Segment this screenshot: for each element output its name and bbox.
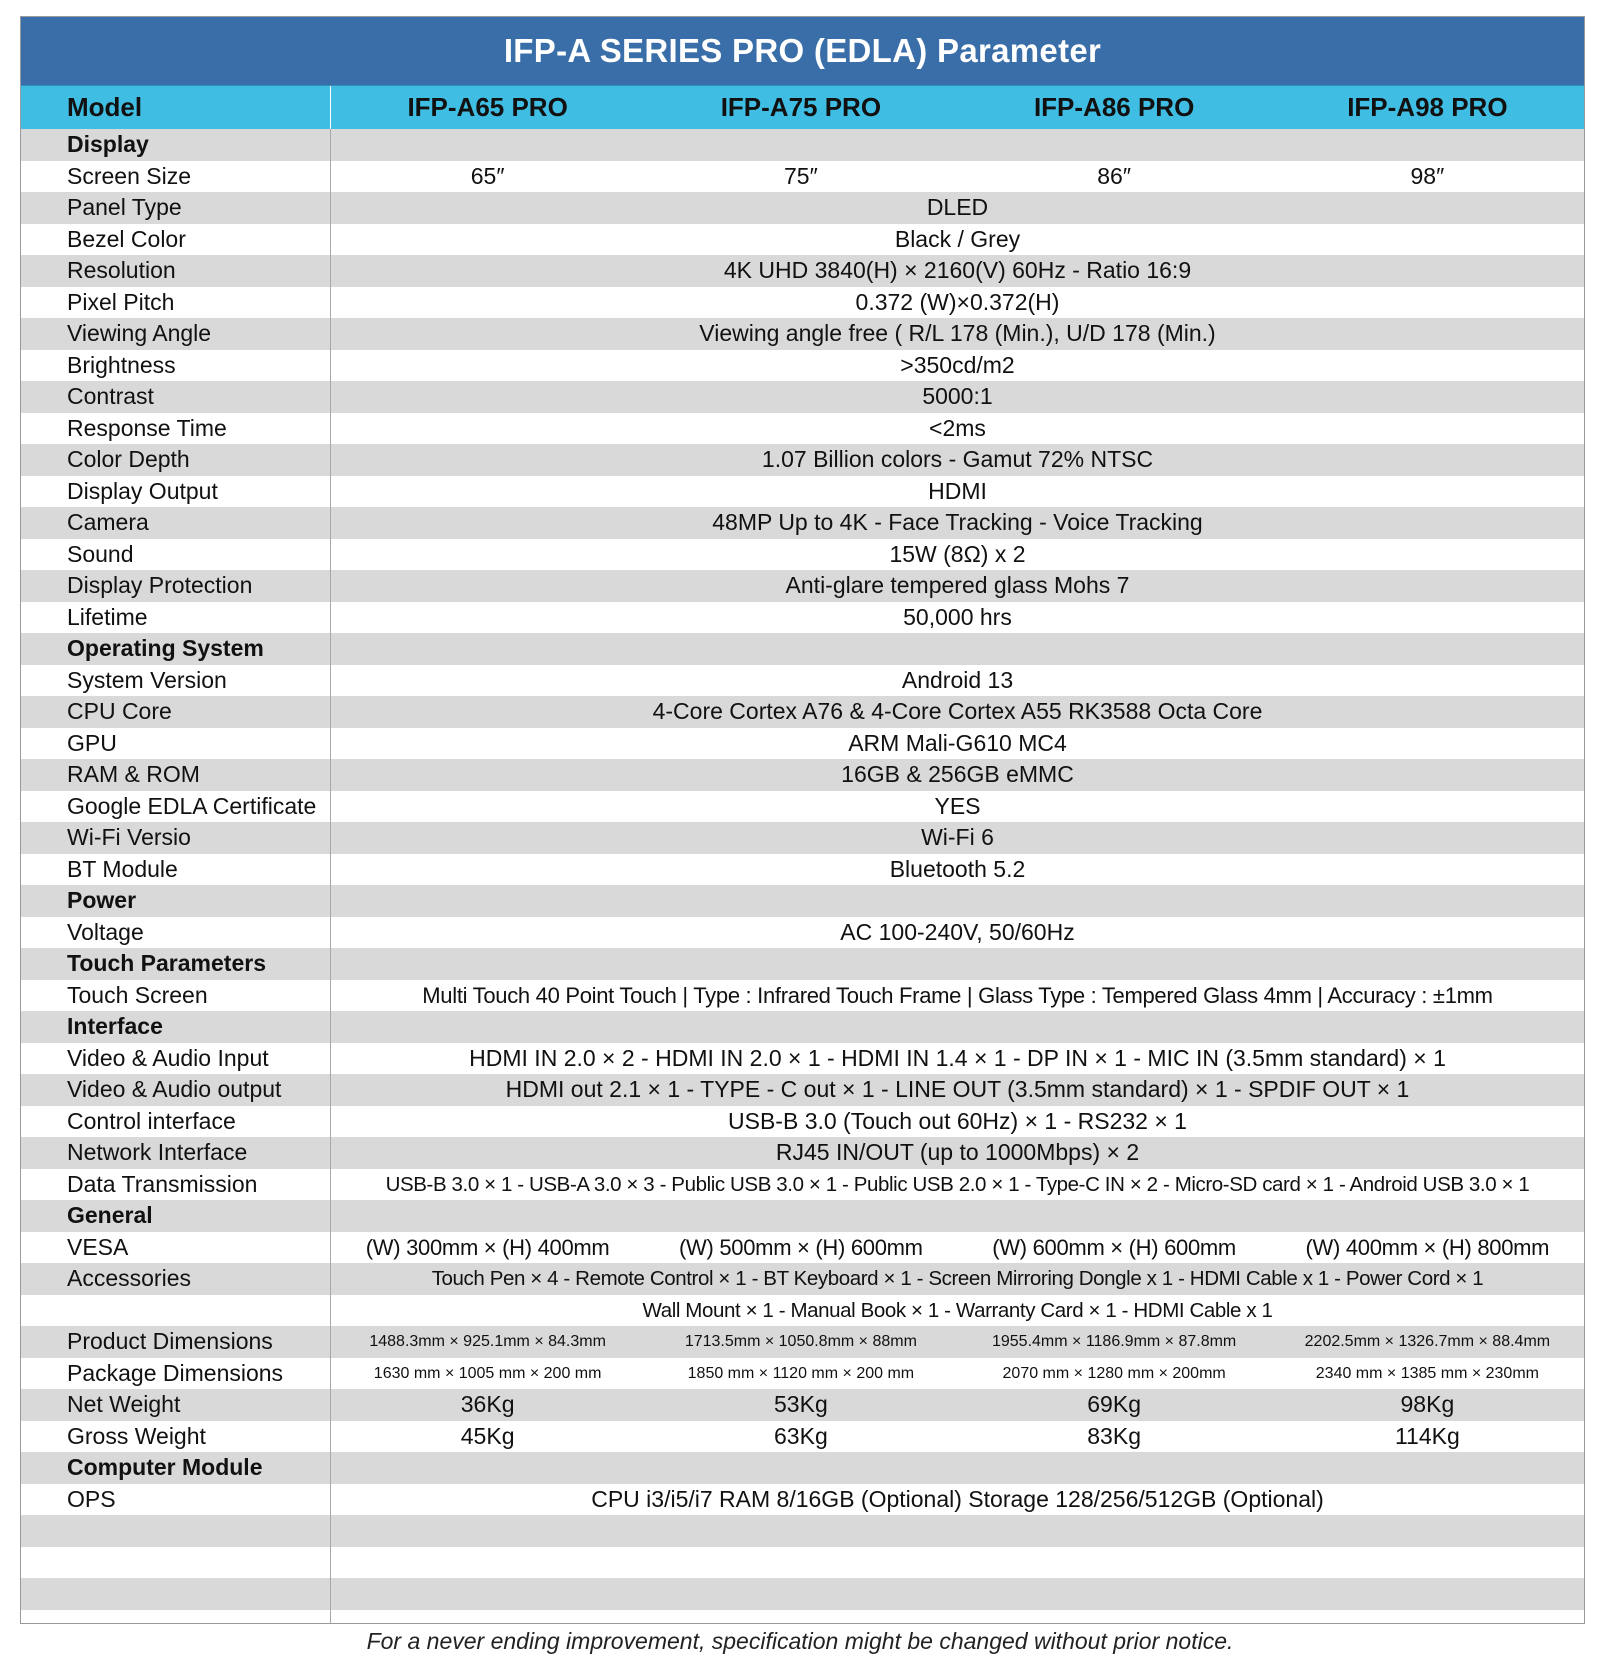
spec-row	[21, 665, 1584, 697]
section-header-row	[21, 129, 1584, 161]
spec-label	[21, 1578, 331, 1610]
spec-label: Camera	[21, 507, 331, 539]
spec-value: 1.07 Billion colors - Gamut 72% NTSC	[761, 446, 1154, 472]
spec-label: Brightness	[21, 350, 331, 382]
section-label: Operating System	[21, 633, 331, 665]
spec-row	[21, 1547, 1584, 1579]
spec-row	[21, 696, 1584, 728]
spec-row	[21, 161, 1584, 193]
spec-value-cell: (W) 500mm × (H) 600mm	[679, 1234, 923, 1260]
spec-values	[331, 1169, 1584, 1201]
spec-values	[331, 1106, 1584, 1138]
spec-value: Android 13	[901, 666, 1014, 693]
spec-row	[21, 1169, 1584, 1201]
spec-values	[331, 161, 1584, 193]
spec-row	[21, 539, 1584, 571]
spec-label: Product Dimensions	[21, 1326, 331, 1358]
spec-values	[331, 539, 1584, 571]
spec-values	[331, 1200, 1584, 1232]
spec-row	[21, 1326, 1584, 1358]
model-header-row	[21, 85, 1584, 129]
spec-value: Wi-Fi 6	[921, 824, 994, 850]
model-header-a75: IFP-A75 PRO	[720, 92, 882, 122]
spec-value: USB-B 3.0 (Touch out 60Hz) × 1 - RS232 × 1	[728, 1107, 1187, 1134]
spec-values	[331, 1421, 1584, 1453]
spec-value-cell: 2340 mm × 1385 mm × 230mm	[1315, 1364, 1539, 1382]
spec-values	[331, 1547, 1584, 1579]
spec-row	[21, 287, 1584, 319]
spec-label: Data Transmission	[21, 1169, 331, 1201]
spec-value-cell: (W) 300mm × (H) 400mm	[365, 1234, 610, 1260]
model-header-a65: IFP-A65 PRO	[407, 92, 568, 122]
section-label: Display	[21, 129, 331, 161]
spec-label	[21, 1515, 331, 1547]
spec-values	[331, 1358, 1584, 1390]
spec-values	[331, 381, 1584, 413]
spec-values	[331, 728, 1584, 760]
spec-row	[21, 318, 1584, 350]
spec-row	[21, 1389, 1584, 1421]
spec-value: 4K UHD 3840(H) × 2160(V) 60Hz - Ratio 16:9	[723, 257, 1192, 283]
spec-row	[21, 476, 1584, 508]
spec-values	[331, 1263, 1584, 1295]
spec-label	[21, 1295, 331, 1327]
spec-value: Multi Touch 40 Point Touch | Type : Infrared Touch Frame | Glass Type : Tempered Glass 4mm | Accuracy : ±1mm	[422, 982, 1493, 1008]
spec-row	[21, 413, 1584, 445]
spec-value-cell: 83Kg	[1087, 1422, 1141, 1449]
spec-value: Black / Grey	[894, 225, 1021, 252]
spec-values	[331, 791, 1584, 823]
spec-values	[331, 350, 1584, 382]
spec-row	[21, 791, 1584, 823]
spec-values	[331, 255, 1584, 287]
spec-value: 16GB & 256GB eMMC	[841, 761, 1074, 787]
spec-label: Video & Audio output	[21, 1074, 331, 1106]
section-label: Interface	[21, 1011, 331, 1043]
spec-label: Gross Weight	[21, 1421, 331, 1453]
spec-values	[331, 1484, 1584, 1516]
spec-value-cell: 1713.5mm × 1050.8mm × 88mm	[684, 1333, 917, 1350]
spec-value-cell: 2202.5mm × 1326.7mm × 88.4mm	[1304, 1333, 1551, 1350]
spec-values	[331, 854, 1584, 886]
spec-value: Anti-glare tempered glass Mohs 7	[785, 572, 1130, 598]
spec-value-cell: 1850 mm × 1120 mm × 200 mm	[687, 1364, 915, 1382]
spec-row	[21, 1137, 1584, 1169]
spec-values	[331, 1043, 1584, 1075]
spec-value-cell: 98Kg	[1400, 1391, 1455, 1417]
spec-row	[21, 1578, 1584, 1610]
section-header-row	[21, 1011, 1584, 1043]
spec-value: 0.372 (W)×0.372(H)	[855, 288, 1060, 315]
spec-values	[331, 224, 1584, 256]
spec-value: 48MP Up to 4K - Face Tracking - Voice Tracking	[712, 509, 1203, 535]
spec-value-cell: 1955.4mm × 1186.9mm × 87.8mm	[991, 1333, 1237, 1350]
spec-value: 5000:1	[922, 383, 993, 409]
spec-value-cell: 65″	[470, 162, 505, 189]
spec-label: Contrast	[21, 381, 331, 413]
spec-row	[21, 1484, 1584, 1516]
spec-label: Pixel Pitch	[21, 287, 331, 319]
spec-row	[21, 980, 1584, 1012]
spec-values	[331, 1232, 1584, 1264]
spec-value-cell: 1630 mm × 1005 mm × 200 mm	[373, 1364, 602, 1382]
spec-value: HDMI IN 2.0 × 2 - HDMI IN 2.0 × 1 - HDMI IN 1.4 × 1 - DP IN × 1 - MIC IN (3.5mm standard) × 1	[469, 1044, 1446, 1071]
spec-values	[331, 570, 1584, 602]
spec-row	[21, 854, 1584, 886]
spec-values	[331, 476, 1584, 508]
section-label: General	[21, 1200, 331, 1232]
spec-label: Lifetime	[21, 602, 331, 634]
sheet-title: IFP-A SERIES PRO (EDLA) Parameter	[21, 17, 1584, 85]
spec-label: Touch Screen	[21, 980, 331, 1012]
section-header-row	[21, 885, 1584, 917]
spec-row	[21, 759, 1584, 791]
spec-values	[331, 1389, 1584, 1421]
spec-value: RJ45 IN/OUT (up to 1000Mbps) × 2	[775, 1139, 1140, 1165]
spec-values	[331, 1295, 1584, 1327]
spec-sheet	[20, 16, 1585, 1624]
spec-row	[21, 1515, 1584, 1547]
spec-label: Panel Type	[21, 192, 331, 224]
spec-value-cell: 1488.3mm × 925.1mm × 84.3mm	[369, 1333, 606, 1350]
spec-label: Google EDLA Certificate	[21, 791, 331, 823]
section-label: Computer Module	[21, 1452, 331, 1484]
spec-values	[331, 1011, 1584, 1043]
footnote: For a never ending improvement, specification might be changed without prior notice.	[366, 1628, 1234, 1654]
spec-value-cell: 2070 mm × 1280 mm × 200mm	[1002, 1364, 1226, 1382]
spec-value-cell: 86″	[1097, 162, 1131, 189]
spec-row	[21, 1106, 1584, 1138]
spec-label: Accessories	[21, 1263, 331, 1295]
spec-row	[21, 570, 1584, 602]
spec-value: HDMI out 2.1 × 1 - TYPE - C out × 1 - LINE OUT (3.5mm standard) × 1 - SPDIF OUT × 1	[505, 1076, 1410, 1102]
spec-row	[21, 381, 1584, 413]
spec-label: System Version	[21, 665, 331, 697]
spec-label: Wi-Fi Versio	[21, 822, 331, 854]
spec-label: Control interface	[21, 1106, 331, 1138]
spec-values	[331, 917, 1584, 949]
spec-value: >350cd/m2	[900, 351, 1015, 378]
spec-label: Response Time	[21, 413, 331, 445]
spec-row	[21, 602, 1584, 634]
model-header-a86: IFP-A86 PRO	[1033, 92, 1195, 122]
spec-value: Viewing angle free ( R/L 178 (Min.), U/D 178 (Min.)	[699, 320, 1216, 346]
spec-label: Voltage	[21, 917, 331, 949]
spec-values	[331, 885, 1584, 917]
spec-row	[21, 350, 1584, 382]
spec-value-cell: 69Kg	[1087, 1391, 1141, 1417]
spec-value: ARM Mali-G610 MC4	[848, 729, 1067, 756]
spec-values	[331, 129, 1584, 161]
spec-value: HDMI	[928, 477, 987, 504]
spec-row	[21, 507, 1584, 539]
spec-value: YES	[934, 792, 981, 819]
spec-values	[331, 1515, 1584, 1547]
section-header-row	[21, 1452, 1584, 1484]
spec-row	[21, 1610, 1584, 1625]
section-label: Touch Parameters	[21, 948, 331, 980]
spec-values	[331, 1610, 1584, 1625]
spec-label: Network Interface	[21, 1137, 331, 1169]
spec-values	[331, 696, 1584, 728]
spec-row	[21, 1358, 1584, 1390]
spec-value: 4-Core Cortex A76 & 4-Core Cortex A55 RK3588 Octa Core	[652, 698, 1263, 724]
section-label: Power	[21, 885, 331, 917]
spec-label: CPU Core	[21, 696, 331, 728]
spec-value: CPU i3/i5/i7 RAM 8/16GB (Optional) Storage 128/256/512GB (Optional)	[591, 1485, 1324, 1512]
spec-label: Video & Audio Input	[21, 1043, 331, 1075]
spec-label: Color Depth	[21, 444, 331, 476]
spec-values	[331, 287, 1584, 319]
spec-values	[331, 1578, 1584, 1610]
spec-label: Net Weight	[21, 1389, 331, 1421]
spec-label: Bezel Color	[21, 224, 331, 256]
spec-value-cell: 53Kg	[774, 1391, 828, 1417]
spec-value: AC 100-240V, 50/60Hz	[840, 918, 1075, 945]
spec-label: Sound	[21, 539, 331, 571]
spec-values	[331, 1074, 1584, 1106]
spec-values	[331, 192, 1584, 224]
spec-row	[21, 224, 1584, 256]
spec-label: GPU	[21, 728, 331, 760]
spec-label: RAM & ROM	[21, 759, 331, 791]
spec-value-cell: 114Kg	[1394, 1422, 1460, 1449]
spec-label: Viewing Angle	[21, 318, 331, 350]
spec-label	[21, 1610, 331, 1625]
spec-row	[21, 1232, 1584, 1264]
spec-row	[21, 1295, 1584, 1327]
spec-value: DLED	[926, 194, 989, 220]
spec-values	[331, 822, 1584, 854]
spec-value-cell: 45Kg	[460, 1422, 515, 1449]
spec-values	[331, 444, 1584, 476]
spec-row	[21, 1263, 1584, 1295]
spec-values	[331, 948, 1584, 980]
spec-row	[21, 822, 1584, 854]
spec-label: Display Protection	[21, 570, 331, 602]
spec-values	[331, 665, 1584, 697]
spec-label: Display Output	[21, 476, 331, 508]
spec-value: USB-B 3.0 × 1 - USB-A 3.0 × 3 - Public USB 3.0 × 1 - Public USB 2.0 × 1 - Type-C IN × 2 - Micro-SD card × 1 - Android USB 3.0 × 1	[385, 1172, 1530, 1196]
spec-label: Screen Size	[21, 161, 331, 193]
section-header-row	[21, 633, 1584, 665]
spec-table-body	[21, 129, 1584, 1624]
spec-row	[21, 192, 1584, 224]
spec-values	[331, 507, 1584, 539]
spec-values	[331, 1452, 1584, 1484]
spec-value: <2ms	[929, 414, 986, 441]
spec-row	[21, 1421, 1584, 1453]
spec-values	[331, 602, 1584, 634]
spec-row	[21, 917, 1584, 949]
spec-value-cell: (W) 600mm × (H) 600mm	[992, 1234, 1236, 1260]
spec-values	[331, 1326, 1584, 1358]
spec-row	[21, 1043, 1584, 1075]
spec-values	[331, 413, 1584, 445]
spec-value-cell: (W) 400mm × (H) 800mm	[1305, 1234, 1550, 1260]
spec-label	[21, 1547, 331, 1579]
spec-value: 50,000 hrs	[903, 603, 1012, 630]
model-header-a98: IFP-A98 PRO	[1347, 92, 1508, 122]
spec-label: Package Dimensions	[21, 1358, 331, 1390]
section-header-row	[21, 948, 1584, 980]
spec-values	[331, 633, 1584, 665]
section-header-row	[21, 1200, 1584, 1232]
spec-label: Resolution	[21, 255, 331, 287]
spec-value: Wall Mount × 1 - Manual Book × 1 - Warranty Card × 1 - HDMI Cable x 1	[642, 1298, 1273, 1322]
spec-row	[21, 255, 1584, 287]
spec-values	[331, 980, 1584, 1012]
spec-row	[21, 444, 1584, 476]
spec-value-cell: 63Kg	[774, 1422, 828, 1449]
spec-row	[21, 1074, 1584, 1106]
spec-values	[331, 759, 1584, 791]
spec-label: BT Module	[21, 854, 331, 886]
spec-value: 15W (8Ω) x 2	[889, 540, 1026, 567]
spec-row	[21, 728, 1584, 760]
spec-value: Touch Pen × 4 - Remote Control × 1 - BT Keyboard × 1 - Screen Mirroring Dongle x 1 - HDMI Cable x 1 - Power Cord × 1	[431, 1267, 1484, 1290]
spec-value-cell: 75″	[784, 162, 818, 189]
spec-value: Bluetooth 5.2	[889, 855, 1026, 882]
spec-value-cell: 36Kg	[460, 1391, 515, 1417]
spec-value-cell: 98″	[1410, 162, 1445, 189]
spec-label: OPS	[21, 1484, 331, 1516]
spec-values	[331, 318, 1584, 350]
model-header-label: Model	[21, 86, 331, 129]
spec-values	[331, 1137, 1584, 1169]
spec-label: VESA	[21, 1232, 331, 1264]
